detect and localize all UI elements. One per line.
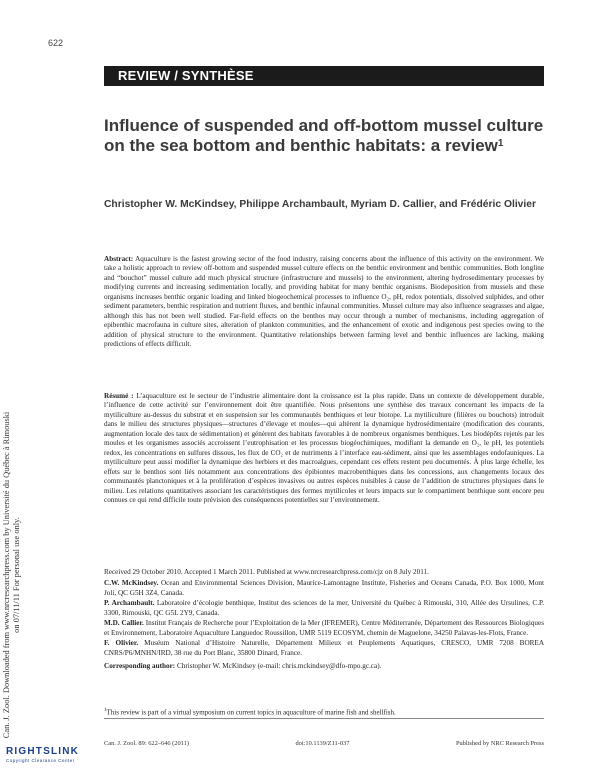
page-number: 622 [48,38,64,48]
footnote [104,708,544,716]
resume-label: Résumé : [104,392,134,400]
publisher-note: Published by NRC Research Press [455,740,544,747]
affiliation-mckindsey [104,579,544,598]
abstract-paragraph [104,255,544,350]
resume-text: L’aquaculture est le secteur de l’industrie alimentaire dont la croissance est la plus rapide. Dans un contexte de développement durable, l’influence de cette activité sur l’environnement doit être quantifiée. Nous présentons une synthèse des travaux concernant les impacts de la mytiliculture au-dessus du substrat et en suspension sur les communautés benthiques et leur biotope. La mytiliculture (filières ou bouchots) introduit dans le milieu des structures physiques—structures d’élevage et moules—qui altèrent la dynamique hydrosédimentaire (modification des courants, augmentation locale des taux de sédimentation) et génèrent des habitats favorables à de nombreux organismes benthiques. Les biodépôts rejetés par les moules et les organismes associés accroissent l’eutrophisation et les processus biogéochimiques, modifiant la demande en O₂, le pH, les potentiels redox, les concentrations en sulfures dissous, les flux de CO₂ et de nutriments à l’interface eau-sédiment, ainsi que les assemblages endofauniques. La mytiliculture peut aussi modifier la dynamique des herbiers et des macroalgues, cependant ces effets restent peu documentés. À plus large échelle, les effets sur le benthos sont liés notamment aux concentrations des épibiontes macrobenthiques dans les concessions, aux changements locaux des communautés planctoniques et à la prolifération d’espèces invasives ou autres espèces nuisibles à cause de l’addition de structures physiques dans le milieu. Les relations quantitatives associant les caractéristiques des fermes mytilicoles et leurs impacts sur le compartiment benthique sont encore peu connues ce qui rend difficile toute prévision des conséquences potentielles sur l’environnement. [104,392,545,504]
affiliation-archambault [104,599,544,618]
abstract-label: Abstract: [104,255,134,263]
rightslink-tagline: Copyright Clearance Center [6,758,75,763]
page-footer [104,740,544,747]
affiliation-olivier [104,639,544,658]
corresponding-text: Christopher W. McKindsey (e-mail: chris.mckindsey@dfo-mpo.gc.ca). [176,662,382,671]
received-dates: Received 29 October 2010. Accepted 1 March 2011. Published at www.nrcresearchpress.com/cjz on 8 July 2011. [104,568,429,576]
doi-link[interactable]: doi:10.1139/Z11-037 [295,740,350,747]
affiliation-text: Ocean and Environmental Sciences Division, Maurice-Lamontagne Institute, Fisheries and Oceans Canada, P.O. Box 1000, Mont Joli, QC G5H 3Z4, Canada. [104,579,545,597]
article-title-text: Influence of suspended and off-bottom mussel culture on the sea bottom and benthic habitats: a review [104,116,544,155]
rightslink-wordmark [6,746,79,757]
rightslink-logo[interactable] [6,746,79,763]
affiliation-name: F. Olivier. [104,639,139,648]
affiliation-text: Laboratoire d’écologie benthique, Institut des sciences de la mer, Université du Québec à Rimouski, 310, Allée des Ursulines, C.P. 3300, Rimouski, QC G5L 2Y9, Canada. [104,599,544,617]
affiliation-name: P. Archambault. [104,599,155,608]
article-metadata [104,568,544,674]
affiliation-name: C.W. McKindsey. [104,579,159,588]
title-footnote-mark[interactable]: 1 [497,138,504,149]
abstract-text: Aquaculture is the fastest growing sector of the food industry, raising concerns about the influence of this activity on the environment. We take a holistic approach to review off-bottom and suspended mussel culture effects on the benthic environment and benthic communities. Both longline and “bouchot” mussel culture add much physical structure (infrastructure and mussels) to the environment, altering hydrosedimentary processes by modifying currents and increasing sedimentation locally, and providing habitat for many benthic organisms. Biodeposition from mussels and these organisms increases benthic organic loading and linked biogeochemical processes to influence O₂, pH, redox potentials, dissolved sulphides, and other sediment parameters, benthic respiration and nutrient fluxes, and benthic infaunal communities. Mussel culture may also influence seagrasses and algae, although this has not been well studied. Far-field effects on the benthos may occur through a number of mechanisms, including aggregation of epibenthic macrofauna in culture sites, alteration of plankton communities, and the enhancement of exotic and indigenous pest species owing to the addition of physical structure to the environment. Quantitative relationships between farming level and benthic influences are lacking, making predictions of effects difficult. [104,255,544,349]
footnote-text: This review is part of a virtual symposium on current topics in aquaculture of marine fish and shellfish. [106,708,396,717]
footnote-mark: 1 [104,708,107,713]
footer-divider [104,718,544,719]
affiliation-callier [104,619,544,638]
corresponding-label: Corresponding author: [104,662,176,671]
download-side-note: Can. J. Zool. Downloaded from www.nrcresearchpress.com by Université du Québec à Rimouski on 07/11/11 For personal use only. [2,411,21,739]
affiliation-text: Muséum National d’Histoire Naturelle, Département Milieux et Peuplements Aquatiques, CRESCO, UMR 7208 BOREA CNRS/P6/MNHN/IRD, 38 rue du Port Blanc, 35800 Dinard, France. [104,639,545,657]
journal-citation: Can. J. Zool. 89: 622–646 (2011) [104,740,189,747]
rightslink-logo-text: RIGHTSLINK [6,746,80,757]
section-banner: REVIEW / SYNTHÈSE [104,66,544,86]
corresponding-author [104,662,544,671]
resume-paragraph [104,392,544,505]
affiliation-name: M.D. Callier. [104,619,144,628]
article-title [104,116,544,156]
affiliation-text: Institut Français de Recherche pour l’Exploitation de la Mer (IFREMER), Centre Méditerranée, Département des Ressources Biologiques et Environnement, Laboratoire Aquaculture Languedoc Roussillon, UMR 5119 ECOSYM, chemin de Maguelone, 34250 Palavas-les-Flots, France. [104,619,544,637]
author-list: Christopher W. McKindsey, Philippe Archambault, Myriam D. Callier, and Frédéric Olivier [104,199,537,210]
